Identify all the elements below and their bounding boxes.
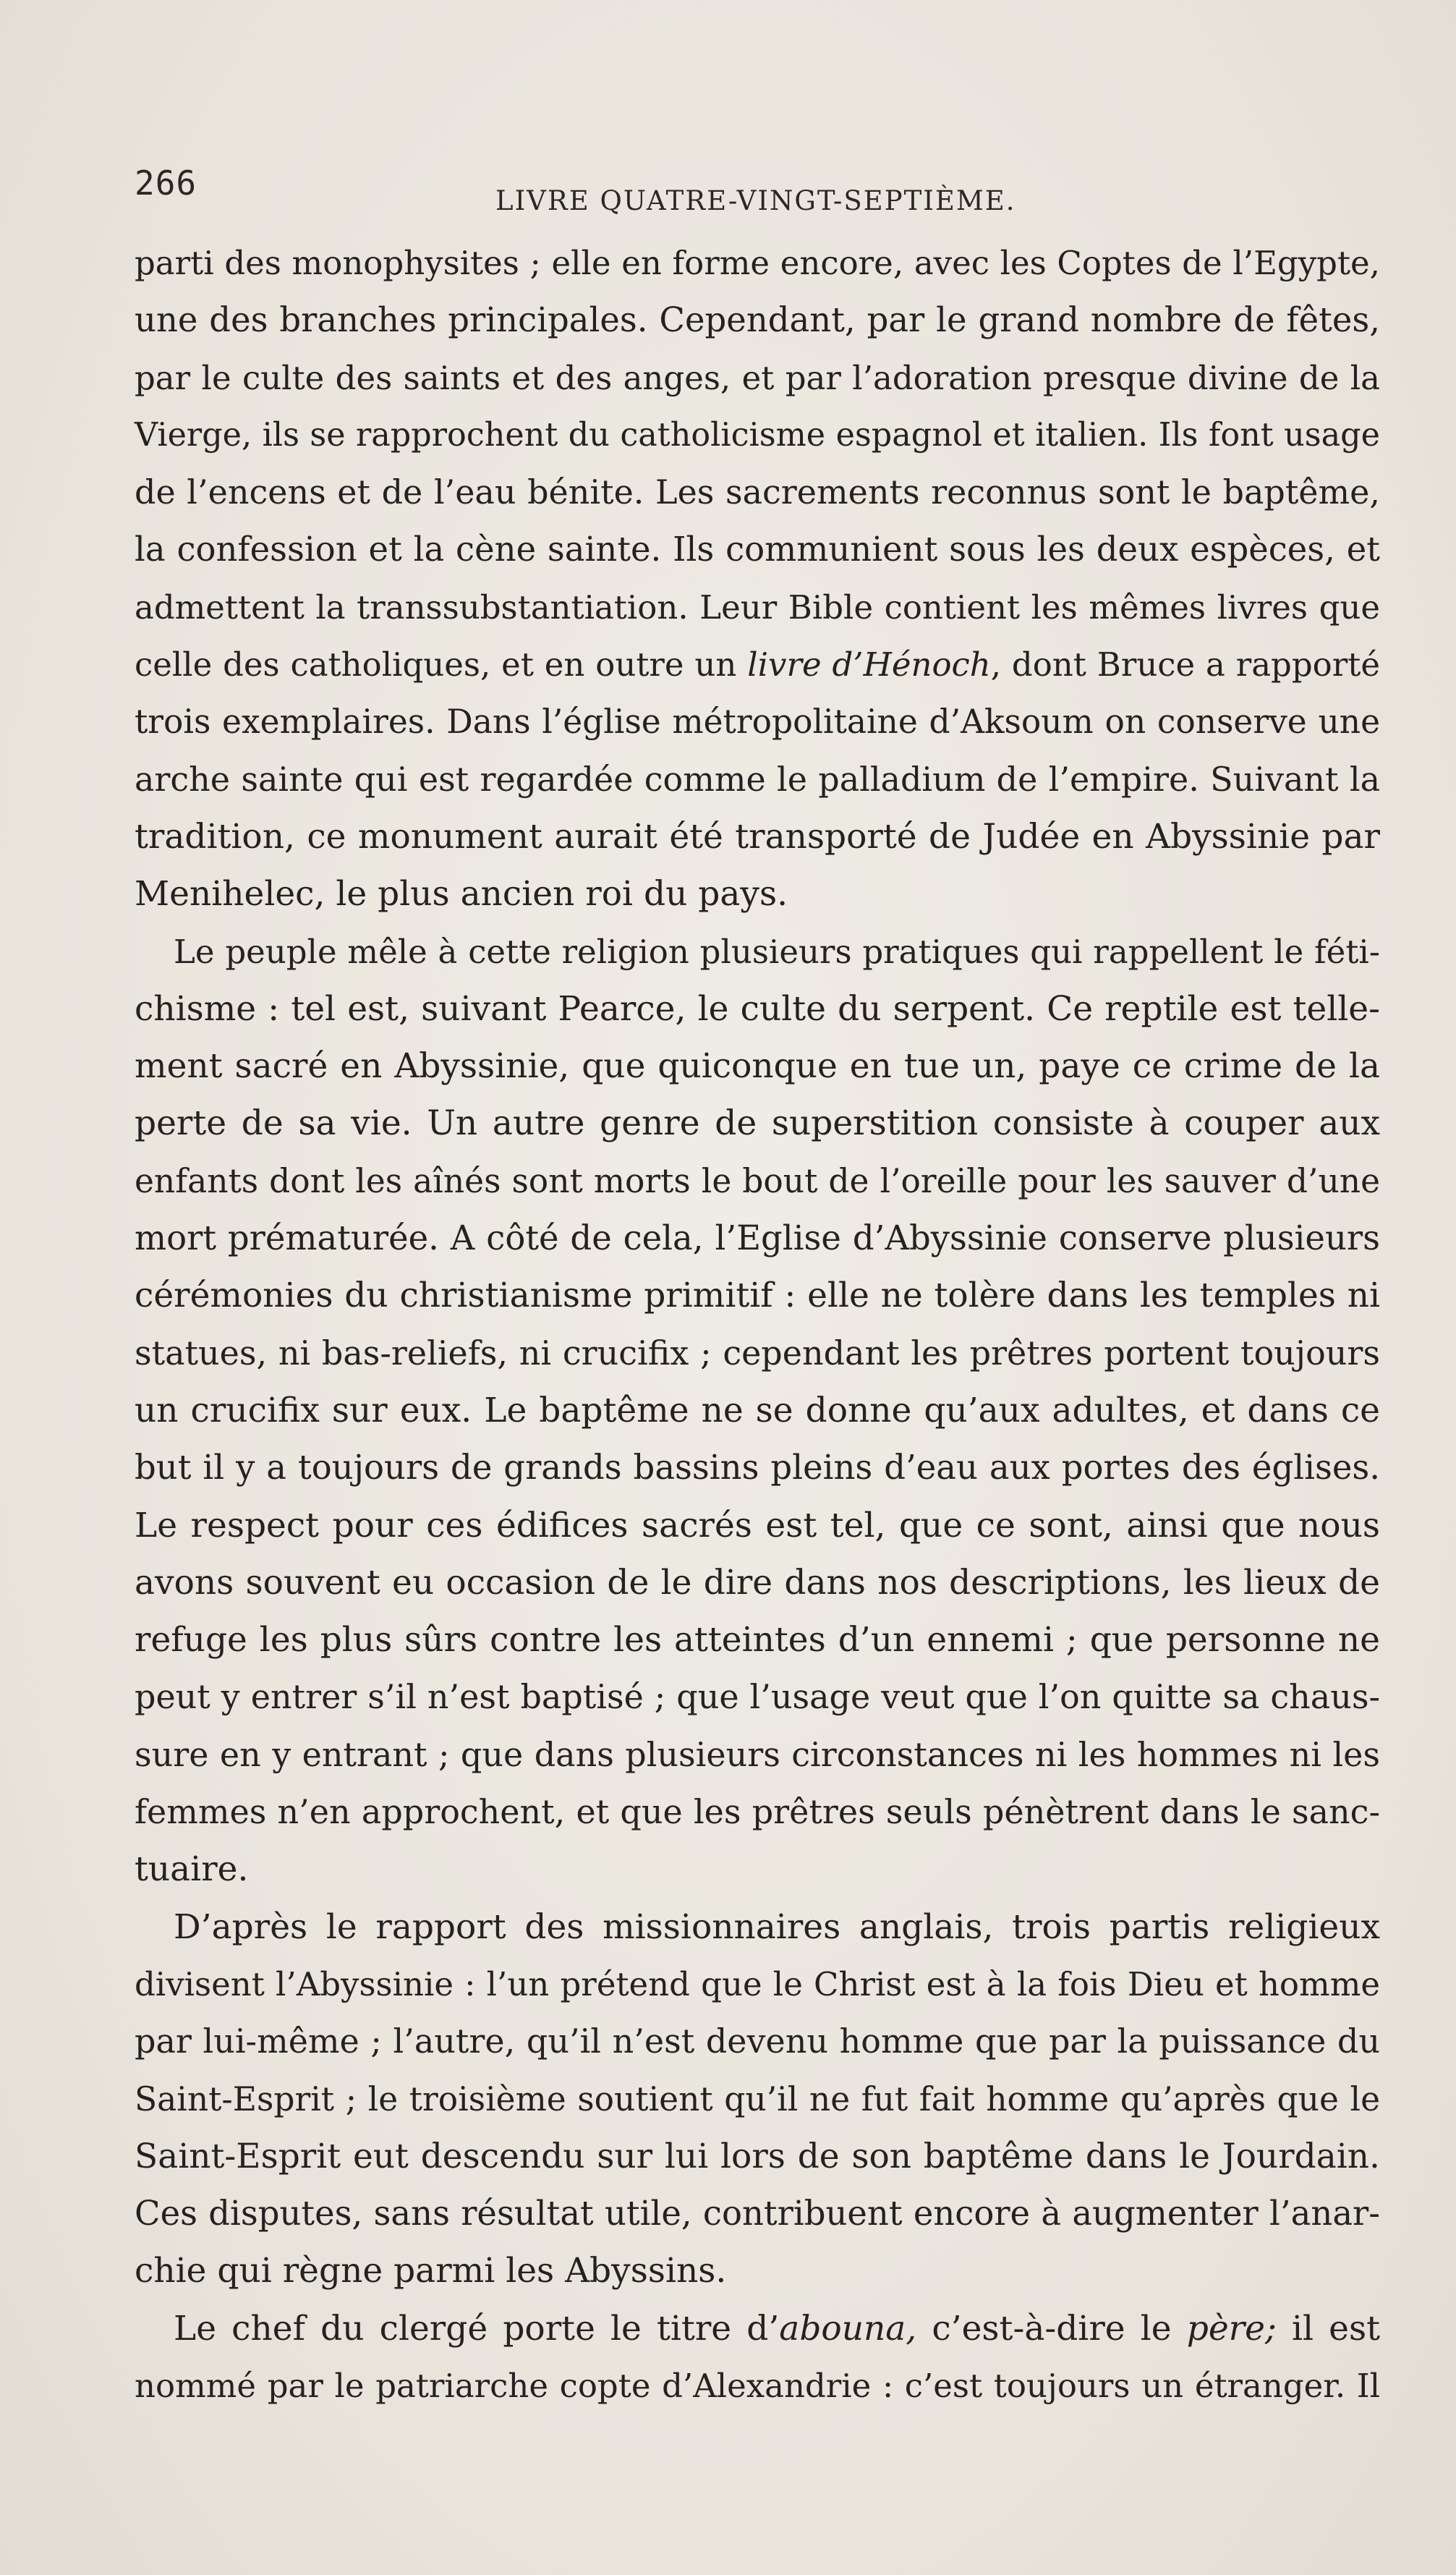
text-line: trois exemplaires. Dans l’église métropolitaine d’Aksoum on conserve une — [135, 703, 1380, 742]
text-line: arche sainte qui est regardée comme le palladium de l’empire. Suivant la — [135, 759, 1380, 799]
text-line: perte de sa vie. Un autre genre de superstition consiste à couper aux — [135, 1103, 1380, 1144]
text-line: divisent l’Abyssinie : l’un prétend que le Christ est à la fois Dieu et homme — [135, 1964, 1380, 2003]
text-line: tradition, ce monument aurait été transporté de Judée en Abyssinie par — [135, 816, 1380, 857]
text-line: Ces disputes, sans résultat utile, contribuent encore à augmenter l’anar- — [135, 2194, 1380, 2233]
text-line: une des branches principales. Cependant, par le grand nombre de fêtes, — [135, 300, 1380, 340]
text-line: Menihelec, le plus ancien roi du pays. — [135, 874, 788, 915]
text-line: mort prématurée. A côté de cela, l’Eglise d’Abyssinie conserve plusieurs — [135, 1218, 1380, 1258]
text-line: Saint-Esprit eut descendu sur lui lors de son baptême dans le Jourdain. — [135, 2136, 1380, 2176]
text-line: chie qui règne parmi les Abyssins. — [135, 2251, 727, 2291]
text-line: but il y a toujours de grands bassins pleins d’eau aux portes des églises. — [135, 1448, 1380, 1488]
text-span: Le chef du clergé porte le titre d’ — [174, 2308, 780, 2349]
text-span: , dont Bruce a rapporté — [990, 645, 1380, 684]
text-span: il est — [1276, 2308, 1380, 2349]
text-span: c’est-à-dire le — [916, 2308, 1187, 2349]
text-line: Vierge, ils se rapprochent du catholicisme espagnol et italien. Ils font usage — [135, 416, 1380, 454]
text-line: cérémonies du christianisme primitif : elle ne tolère dans les temples ni — [135, 1276, 1380, 1316]
text-line: chisme : tel est, suivant Pearce, le culte du serpent. Ce reptile est telle- — [135, 988, 1380, 1029]
text-line — [135, 2300, 1380, 2357]
text-line: peut y entrer s’il n’est baptisé ; que l’usage veut que l’on quitte sa chaus- — [135, 1677, 1380, 1717]
text-line: enfants dont les aînés sont morts le bout de l’oreille pour les sauver d’une — [135, 1161, 1380, 1200]
italic-phrase: livre d’Hénoch — [747, 645, 991, 684]
text-line: admettent la transsubstantiation. Leur Bible contient les mêmes livres que — [135, 587, 1380, 627]
text-line: un crucifix sur eux. Le baptême ne se donne qu’aux adultes, et dans ce — [135, 1390, 1380, 1430]
italic-phrase: père; — [1186, 2308, 1277, 2349]
text-line: Saint-Esprit ; le troisième soutient qu’il ne fut fait homme qu’après que le — [135, 2079, 1380, 2118]
text-line: de l’encens et de l’eau bénite. Les sacrements reconnus sont le baptême, — [135, 472, 1380, 512]
text-line: D’après le rapport des missionnaires anglais, trois partis religieux — [174, 1906, 1380, 1947]
text-line: parti des monophysites ; elle en forme encore, avec les Coptes de l’Egypte, — [135, 244, 1380, 282]
text-line: tuaire. — [135, 1849, 249, 1890]
text-line: Le respect pour ces édifices sacrés est tel, que ce sont, ainsi que nous — [135, 1505, 1380, 1545]
text-line: Le peuple mêle à cette religion plusieurs pratiques qui rappellent le féti- — [174, 932, 1380, 971]
running-head: LIVRE QUATRE-VINGT-SEPTIÈME. — [495, 185, 1016, 216]
text-line: par le culte des saints et des anges, et par l’adoration presque divine de la — [135, 358, 1380, 397]
text-line — [135, 636, 1380, 693]
text-line: femmes n’en approchent, et que les prêtres seuls pénètrent dans le sanc- — [135, 1792, 1380, 1832]
text-line: la confession et la cène sainte. Ils communient sous les deux espèces, et — [135, 530, 1380, 569]
text-line: refuge les plus sûrs contre les atteintes d’un ennemi ; que personne ne — [135, 1620, 1380, 1660]
text-span: celle des catholiques, et en outre un — [135, 645, 748, 684]
page-number: 266 — [135, 164, 197, 203]
text-line: avons souvent eu occasion de le dire dans nos descriptions, les lieux de — [135, 1562, 1380, 1603]
text-line: nommé par le patriarche copte d’Alexandrie : c’est toujours un étranger. Il — [135, 2366, 1380, 2405]
text-line: sure en y entrant ; que dans plusieurs circonstances ni les hommes ni les — [135, 1734, 1380, 1774]
text-line: statues, ni bas-reliefs, ni crucifix ; cependant les prêtres portent toujours — [135, 1333, 1380, 1373]
italic-phrase: abouna, — [779, 2308, 917, 2349]
text-line: ment sacré en Abyssinie, que quiconque en tue un, paye ce crime de la — [135, 1046, 1380, 1087]
text-line: par lui-même ; l’autre, qu’il n’est devenu homme que par la puissance du — [135, 2022, 1380, 2061]
body-text — [135, 234, 1380, 2414]
